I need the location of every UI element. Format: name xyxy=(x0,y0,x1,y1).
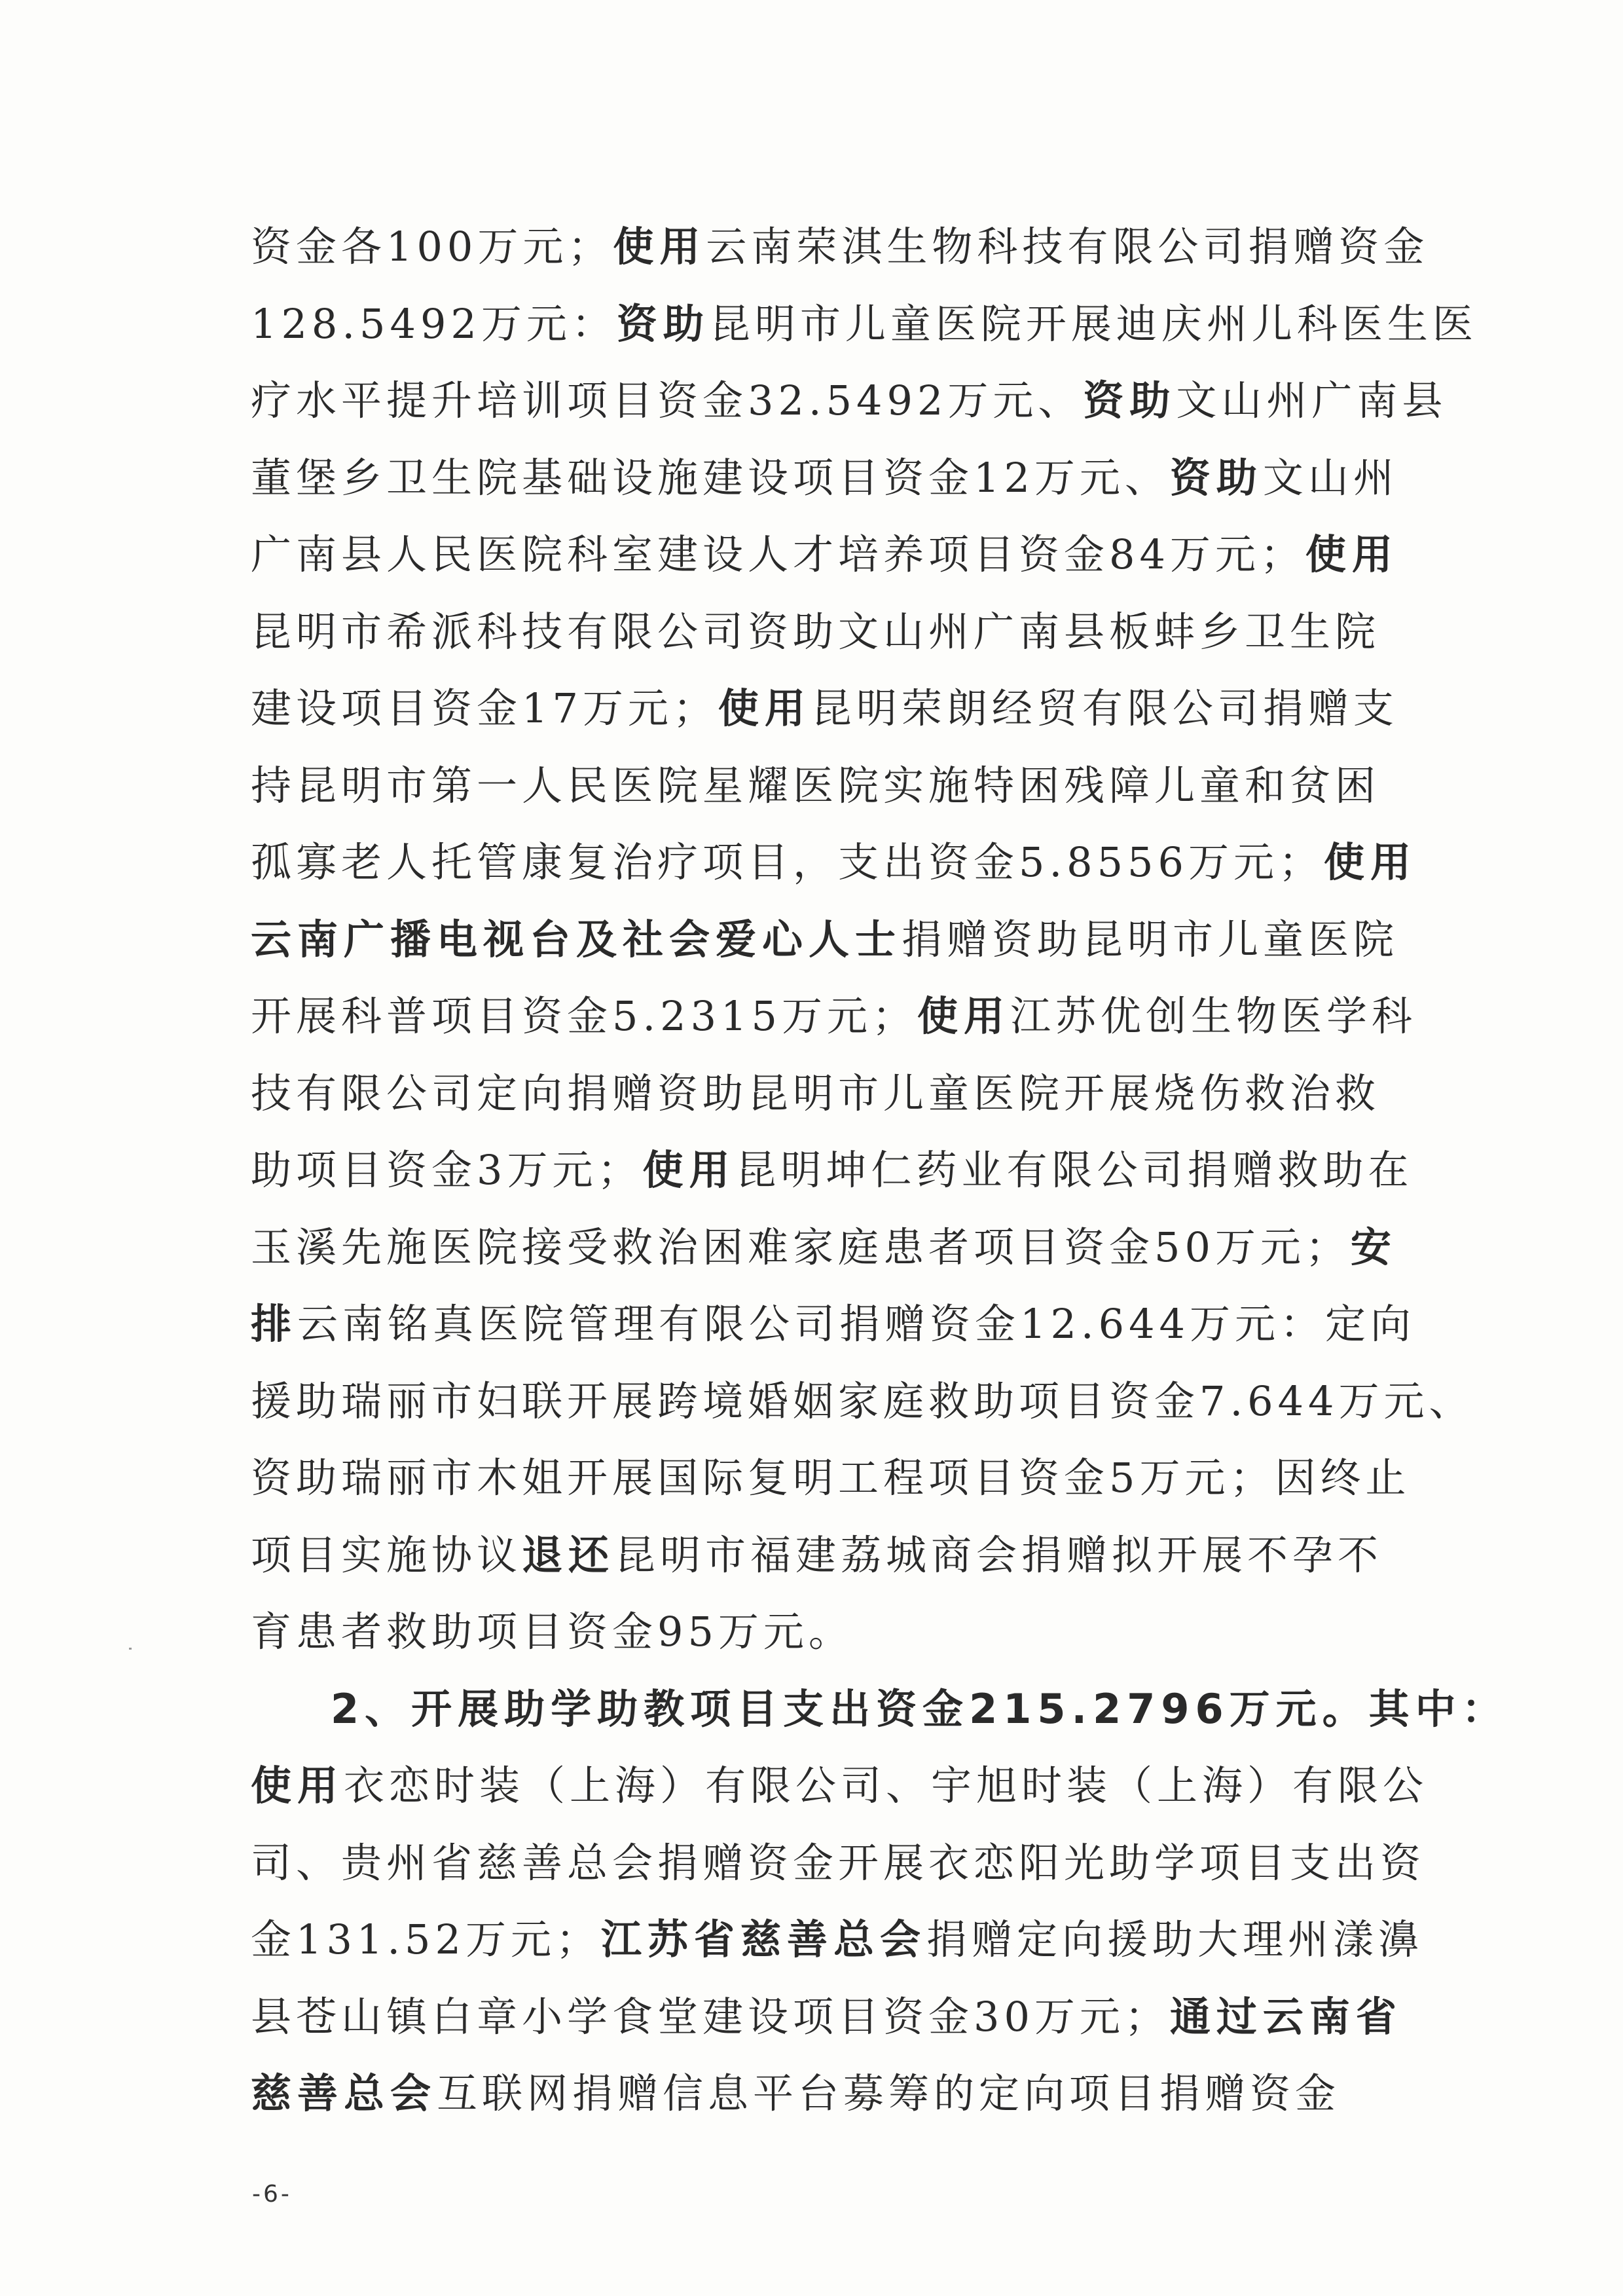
text-segment: 文山州 xyxy=(1262,453,1398,502)
text-line xyxy=(251,978,1417,1055)
text-line xyxy=(251,1593,1383,1671)
text-segment: 128.5492万元： xyxy=(251,299,617,348)
text-segment: 衣恋时装（上海）有限公司、宇旭时装（上海）有限公 xyxy=(344,1762,1429,1809)
bold-text-segment: 使用 xyxy=(642,1146,736,1194)
scan-speck xyxy=(129,1648,132,1650)
text-line xyxy=(251,286,1478,363)
text-line xyxy=(251,747,1383,824)
text-segment: 援助瑞丽市妇联开展跨境婚姻家庭救助项目资金7.644万元、 xyxy=(251,1377,1474,1425)
bold-text-segment: 江苏省慈善总会 xyxy=(600,1916,926,1963)
text-line xyxy=(251,1132,1413,1209)
bold-text-segment: 云南广播电视台及社会爱心人士 xyxy=(251,915,902,963)
text-line xyxy=(251,593,1383,671)
text-segment: 技有限公司定向捐赠资助昆明市儿童医院开展烧伤救治救 xyxy=(251,1069,1381,1117)
text-segment: 司、贵州省慈善总会捐赠资金开展衣恋阳光助学项目支出资 xyxy=(251,1838,1426,1887)
text-segment: 项目实施协议 xyxy=(251,1530,522,1579)
text-line xyxy=(251,208,1429,286)
text-segment: 昆明市希派科技有限公司资助文山州广南县板蚌乡卫生院 xyxy=(251,607,1381,656)
bold-text-segment: 使用 xyxy=(1305,530,1398,578)
text-segment: 持昆明市第一人民医院星耀医院实施特困残障儿童和贫困 xyxy=(251,761,1381,809)
text-line xyxy=(251,439,1398,517)
text-segment: 开展科普项目资金5.2315万元； xyxy=(251,992,917,1040)
text-segment: 云南铭真医院管理有限公司捐赠资金12.644万元：定向 xyxy=(297,1300,1415,1348)
text-segment: 文山州广南县 xyxy=(1176,377,1448,424)
text-line xyxy=(251,1901,1423,1978)
bold-text-segment: 使用 xyxy=(251,1762,344,1809)
text-line xyxy=(251,1055,1383,1132)
text-line xyxy=(251,1824,1426,1902)
text-line xyxy=(251,824,1417,901)
text-line xyxy=(251,1517,1383,1594)
text-line xyxy=(251,1671,1508,1748)
text-line xyxy=(251,1363,1474,1440)
page-number: -6- xyxy=(252,2181,292,2208)
text-segment: 昆明荣朗经贸有限公司捐赠支 xyxy=(811,684,1398,732)
text-segment: 广南县人民医院科室建设人才培养项目资金84万元； xyxy=(251,530,1305,578)
text-line xyxy=(251,1286,1415,1363)
text-segment: 县苍山镇白章小学食堂建设项目资金30万元； xyxy=(251,1992,1170,2041)
text-segment: 疗水平提升培训项目资金32.5492万元、 xyxy=(251,377,1084,424)
text-line xyxy=(251,1747,1429,1824)
text-segment: 育患者救助项目资金95万元。 xyxy=(251,1608,854,1656)
text-segment: 云南荣淇生物科技有限公司捐赠资金 xyxy=(706,223,1429,270)
text-line xyxy=(251,1209,1397,1286)
bold-text-segment: 资助 xyxy=(1083,377,1176,424)
text-segment: 昆明坤仁药业有限公司捐赠救助在 xyxy=(735,1146,1413,1194)
body-text xyxy=(251,208,1508,2132)
text-line xyxy=(251,1978,1402,2056)
bold-text-segment: 2、开展助学助教项目支出资金215.2796万元。其中： xyxy=(331,1684,1508,1733)
text-segment: 玉溪先施医院接受救治困难家庭患者项目资金50万元； xyxy=(251,1223,1351,1271)
text-segment: 捐赠资助昆明市儿童医院 xyxy=(902,915,1399,963)
bold-text-segment: 使用 xyxy=(1323,838,1417,886)
bold-text-segment: 使用 xyxy=(718,684,811,732)
text-line xyxy=(251,362,1448,439)
text-segment: 资金各100万元； xyxy=(251,223,613,270)
bold-text-segment: 排 xyxy=(251,1300,298,1348)
bold-text-segment: 慈善总会 xyxy=(251,2069,437,2117)
text-segment: 董堡乡卫生院基础设施建设项目资金12万元、 xyxy=(251,453,1170,502)
bold-text-segment: 退还 xyxy=(522,1530,615,1579)
text-line xyxy=(251,670,1398,747)
text-line xyxy=(251,2055,1383,2132)
text-line xyxy=(251,1439,1411,1517)
text-line xyxy=(251,901,1399,978)
text-segment: 江苏优创生物医学科 xyxy=(1010,992,1417,1040)
text-segment: 建设项目资金17万元； xyxy=(251,684,718,732)
text-segment: 昆明市儿童医院开展迪庆州儿科医生医 xyxy=(709,299,1478,348)
bold-text-segment: 安 xyxy=(1350,1223,1397,1271)
text-line xyxy=(251,516,1398,593)
bold-text-segment: 使用 xyxy=(917,992,1010,1040)
text-segment: 助项目资金3万元； xyxy=(251,1146,643,1194)
text-segment: 昆明市福建荔城商会捐赠拟开展不孕不 xyxy=(615,1530,1383,1579)
text-segment: 孤寡老人托管康复治疗项目，支出资金5.8556万元； xyxy=(251,838,1324,886)
text-segment: 金131.52万元； xyxy=(251,1916,601,1963)
text-segment: 互联网捐赠信息平台募筹的定向项目捐赠资金 xyxy=(437,2069,1341,2117)
bold-text-segment: 使用 xyxy=(613,223,706,270)
text-segment: 捐赠定向援助大理州漾濞 xyxy=(926,1916,1423,1963)
bold-text-segment: 资助 xyxy=(616,299,710,348)
text-segment: 资助瑞丽市木姐开展国际复明工程项目资金5万元；因终止 xyxy=(251,1454,1411,1502)
bold-text-segment: 通过云南省 xyxy=(1169,1992,1402,2041)
bold-text-segment: 资助 xyxy=(1169,453,1263,502)
